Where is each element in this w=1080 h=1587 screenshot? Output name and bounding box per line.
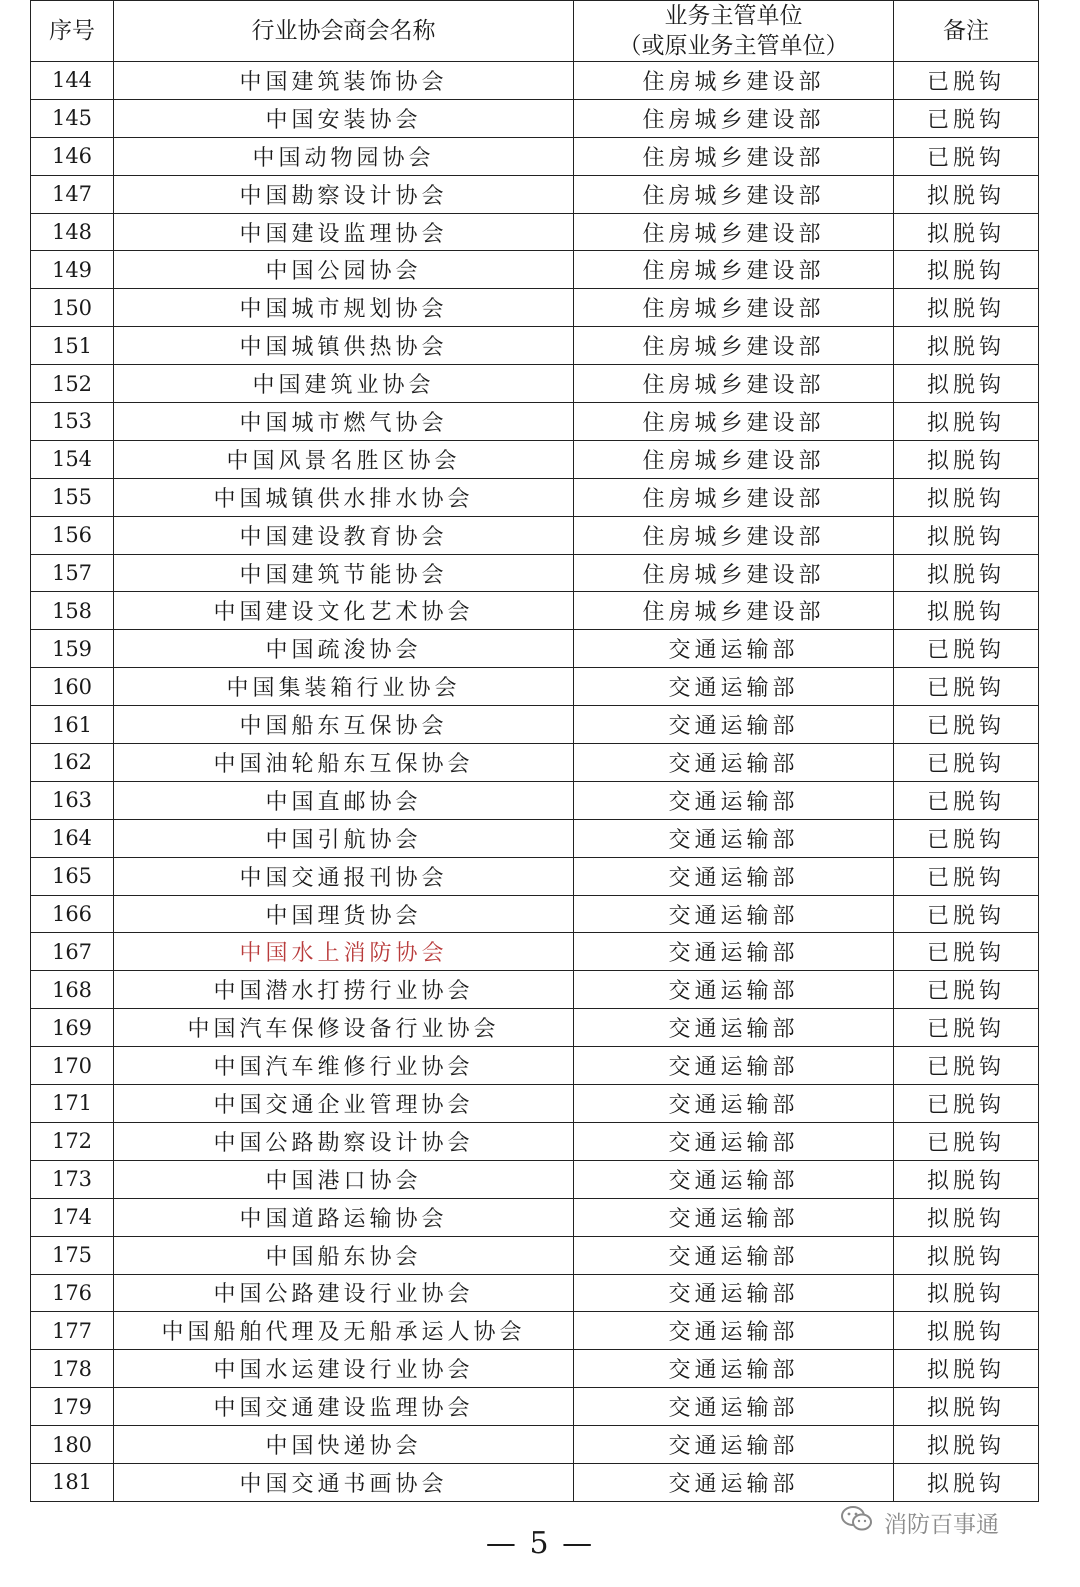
cell-supervising-authority: 住房城乡建设部: [574, 365, 894, 403]
cell-association-name: 中国城镇供热协会: [114, 327, 574, 365]
table-row: [31, 1160, 1039, 1198]
cell-serial-number: 147: [31, 175, 114, 213]
table-header-row: [31, 1, 1039, 62]
cell-remarks: 已脱钩: [894, 668, 1039, 706]
cell-association-name: 中国城镇供水排水协会: [114, 478, 574, 516]
cell-serial-number: 151: [31, 327, 114, 365]
table-row: [31, 781, 1039, 819]
cell-supervising-authority: 住房城乡建设部: [574, 137, 894, 175]
cell-supervising-authority: 住房城乡建设部: [574, 592, 894, 630]
cell-serial-number: 173: [31, 1160, 114, 1198]
cell-association-name: 中国油轮船东互保协会: [114, 744, 574, 782]
table-row: [31, 251, 1039, 289]
cell-serial-number: 178: [31, 1350, 114, 1388]
wechat-icon: [840, 1505, 884, 1539]
cell-remarks: 已脱钩: [894, 971, 1039, 1009]
cell-supervising-authority: 住房城乡建设部: [574, 327, 894, 365]
cell-serial-number: 164: [31, 819, 114, 857]
cell-serial-number: 156: [31, 516, 114, 554]
cell-association-name: 中国船东协会: [114, 1236, 574, 1274]
cell-remarks: 已脱钩: [894, 1085, 1039, 1123]
cell-association-name: 中国船舶代理及无船承运人协会: [114, 1312, 574, 1350]
cell-serial-number: 172: [31, 1122, 114, 1160]
cell-serial-number: 149: [31, 251, 114, 289]
cell-association-name: 中国汽车保修设备行业协会: [114, 1009, 574, 1047]
table-row: [31, 1198, 1039, 1236]
table-row: [31, 706, 1039, 744]
cell-serial-number: 167: [31, 933, 114, 971]
cell-remarks: 拟脱钩: [894, 478, 1039, 516]
table-row: [31, 1009, 1039, 1047]
cell-remarks: 已脱钩: [894, 1122, 1039, 1160]
cell-association-name: 中国交通报刊协会: [114, 857, 574, 895]
table-row: [31, 440, 1039, 478]
cell-supervising-authority: 交通运输部: [574, 933, 894, 971]
cell-association-name: 中国建筑节能协会: [114, 554, 574, 592]
cell-remarks: 拟脱钩: [894, 592, 1039, 630]
cell-association-name: 中国城市规划协会: [114, 289, 574, 327]
cell-serial-number: 163: [31, 781, 114, 819]
table-row: [31, 289, 1039, 327]
cell-association-name: 中国建筑业协会: [114, 365, 574, 403]
table-row: [31, 554, 1039, 592]
cell-association-name: 中国疏浚协会: [114, 630, 574, 668]
cell-association-name: 中国汽车维修行业协会: [114, 1047, 574, 1085]
cell-association-name: 中国勘察设计协会: [114, 175, 574, 213]
cell-serial-number: 157: [31, 554, 114, 592]
cell-remarks: 拟脱钩: [894, 554, 1039, 592]
cell-association-name: 中国公路勘察设计协会: [114, 1122, 574, 1160]
association-table: [30, 0, 1039, 1502]
cell-supervising-authority: 住房城乡建设部: [574, 175, 894, 213]
cell-supervising-authority: 住房城乡建设部: [574, 99, 894, 137]
cell-supervising-authority: 住房城乡建设部: [574, 516, 894, 554]
cell-serial-number: 153: [31, 403, 114, 441]
cell-remarks: 拟脱钩: [894, 1388, 1039, 1426]
header-association-name: 行业协会商会名称: [114, 1, 574, 62]
cell-association-name: 中国安装协会: [114, 99, 574, 137]
cell-supervising-authority: 交通运输部: [574, 1122, 894, 1160]
cell-remarks: 已脱钩: [894, 933, 1039, 971]
table-row: [31, 630, 1039, 668]
table-row: [31, 175, 1039, 213]
table-row: [31, 1350, 1039, 1388]
cell-association-name: 中国动物园协会: [114, 137, 574, 175]
cell-supervising-authority: 交通运输部: [574, 1236, 894, 1274]
cell-remarks: 拟脱钩: [894, 175, 1039, 213]
cell-serial-number: 180: [31, 1426, 114, 1464]
cell-serial-number: 181: [31, 1463, 114, 1501]
cell-remarks: 拟脱钩: [894, 365, 1039, 403]
table-row: [31, 895, 1039, 933]
table-row: [31, 478, 1039, 516]
cell-supervising-authority: 交通运输部: [574, 1085, 894, 1123]
cell-remarks: 已脱钩: [894, 781, 1039, 819]
table-row: [31, 99, 1039, 137]
cell-serial-number: 177: [31, 1312, 114, 1350]
table-row: [31, 1047, 1039, 1085]
cell-remarks: 拟脱钩: [894, 1236, 1039, 1274]
cell-remarks: 拟脱钩: [894, 327, 1039, 365]
cell-association-name: 中国集装箱行业协会: [114, 668, 574, 706]
cell-association-name: 中国港口协会: [114, 1160, 574, 1198]
header-supervising-authority: [574, 1, 894, 62]
cell-serial-number: 168: [31, 971, 114, 1009]
cell-remarks: 拟脱钩: [894, 1463, 1039, 1501]
cell-association-name: 中国公园协会: [114, 251, 574, 289]
cell-supervising-authority: 交通运输部: [574, 971, 894, 1009]
cell-remarks: 拟脱钩: [894, 1274, 1039, 1312]
cell-serial-number: 152: [31, 365, 114, 403]
header-serial-number: 序号: [31, 1, 114, 62]
cell-supervising-authority: 住房城乡建设部: [574, 213, 894, 251]
cell-serial-number: 174: [31, 1198, 114, 1236]
table-row: [31, 592, 1039, 630]
cell-association-name: 中国建设监理协会: [114, 213, 574, 251]
cell-supervising-authority: 交通运输部: [574, 819, 894, 857]
table-row: [31, 137, 1039, 175]
table-row: [31, 1426, 1039, 1464]
cell-remarks: 拟脱钩: [894, 251, 1039, 289]
cell-supervising-authority: 交通运输部: [574, 781, 894, 819]
cell-association-name: 中国城市燃气协会: [114, 403, 574, 441]
cell-remarks: 拟脱钩: [894, 289, 1039, 327]
cell-remarks: 拟脱钩: [894, 1198, 1039, 1236]
cell-association-name: 中国理货协会: [114, 895, 574, 933]
table-row: [31, 365, 1039, 403]
cell-supervising-authority: 交通运输部: [574, 706, 894, 744]
table-row: [31, 1085, 1039, 1123]
cell-serial-number: 176: [31, 1274, 114, 1312]
cell-supervising-authority: 交通运输部: [574, 744, 894, 782]
cell-serial-number: 165: [31, 857, 114, 895]
cell-supervising-authority: 住房城乡建设部: [574, 62, 894, 100]
cell-remarks: 已脱钩: [894, 630, 1039, 668]
cell-serial-number: 179: [31, 1388, 114, 1426]
cell-supervising-authority: 住房城乡建设部: [574, 251, 894, 289]
cell-association-name: 中国引航协会: [114, 819, 574, 857]
table-row: [31, 933, 1039, 971]
cell-serial-number: 154: [31, 440, 114, 478]
table-row: [31, 744, 1039, 782]
cell-association-name: 中国交通建设监理协会: [114, 1388, 574, 1426]
table-row: [31, 516, 1039, 554]
cell-supervising-authority: 交通运输部: [574, 668, 894, 706]
cell-supervising-authority: 交通运输部: [574, 1312, 894, 1350]
page-number: — 5 —: [485, 1526, 595, 1561]
cell-association-name: 中国水上消防协会: [114, 933, 574, 971]
header-authority-line2: （或原业务主管单位）: [618, 33, 849, 59]
cell-supervising-authority: 交通运输部: [574, 1350, 894, 1388]
cell-serial-number: 160: [31, 668, 114, 706]
table-row: [31, 1122, 1039, 1160]
cell-association-name: 中国船东互保协会: [114, 706, 574, 744]
table-row: [31, 403, 1039, 441]
cell-association-name: 中国建设教育协会: [114, 516, 574, 554]
cell-association-name: 中国道路运输协会: [114, 1198, 574, 1236]
table-row: [31, 1463, 1039, 1501]
cell-remarks: 已脱钩: [894, 1047, 1039, 1085]
table-row: [31, 327, 1039, 365]
header-remarks: 备注: [894, 1, 1039, 62]
cell-serial-number: 171: [31, 1085, 114, 1123]
cell-association-name: 中国建设文化艺术协会: [114, 592, 574, 630]
header-authority-line1: 业务主管单位: [664, 3, 803, 29]
table-row: [31, 62, 1039, 100]
cell-supervising-authority: 交通运输部: [574, 895, 894, 933]
cell-serial-number: 166: [31, 895, 114, 933]
table-row: [31, 1312, 1039, 1350]
cell-supervising-authority: 交通运输部: [574, 1274, 894, 1312]
cell-serial-number: 169: [31, 1009, 114, 1047]
cell-supervising-authority: 交通运输部: [574, 1463, 894, 1501]
cell-remarks: 已脱钩: [894, 895, 1039, 933]
cell-serial-number: 159: [31, 630, 114, 668]
cell-association-name: 中国水运建设行业协会: [114, 1350, 574, 1388]
cell-remarks: 已脱钩: [894, 857, 1039, 895]
cell-association-name: 中国潜水打捞行业协会: [114, 971, 574, 1009]
cell-supervising-authority: 交通运输部: [574, 1388, 894, 1426]
cell-supervising-authority: 住房城乡建设部: [574, 478, 894, 516]
cell-association-name: 中国交通书画协会: [114, 1463, 574, 1501]
cell-remarks: 已脱钩: [894, 706, 1039, 744]
cell-remarks: 拟脱钩: [894, 1426, 1039, 1464]
watermark: [840, 1502, 1070, 1542]
table-row: [31, 857, 1039, 895]
cell-remarks: 拟脱钩: [894, 403, 1039, 441]
cell-remarks: 已脱钩: [894, 1009, 1039, 1047]
cell-remarks: 已脱钩: [894, 137, 1039, 175]
cell-serial-number: 146: [31, 137, 114, 175]
cell-association-name: 中国直邮协会: [114, 781, 574, 819]
cell-supervising-authority: 交通运输部: [574, 857, 894, 895]
table-row: [31, 971, 1039, 1009]
cell-supervising-authority: 交通运输部: [574, 630, 894, 668]
cell-remarks: 拟脱钩: [894, 1312, 1039, 1350]
cell-supervising-authority: 住房城乡建设部: [574, 440, 894, 478]
cell-serial-number: 155: [31, 478, 114, 516]
cell-supervising-authority: 交通运输部: [574, 1426, 894, 1464]
cell-remarks: 拟脱钩: [894, 1350, 1039, 1388]
cell-remarks: 拟脱钩: [894, 516, 1039, 554]
table-row: [31, 668, 1039, 706]
cell-remarks: 已脱钩: [894, 62, 1039, 100]
cell-remarks: 已脱钩: [894, 99, 1039, 137]
cell-association-name: 中国风景名胜区协会: [114, 440, 574, 478]
cell-serial-number: 162: [31, 744, 114, 782]
cell-association-name: 中国快递协会: [114, 1426, 574, 1464]
cell-supervising-authority: 住房城乡建设部: [574, 554, 894, 592]
table-row: [31, 1274, 1039, 1312]
cell-remarks: 已脱钩: [894, 819, 1039, 857]
cell-serial-number: 170: [31, 1047, 114, 1085]
cell-serial-number: 158: [31, 592, 114, 630]
cell-serial-number: 150: [31, 289, 114, 327]
table-row: [31, 213, 1039, 251]
cell-supervising-authority: 交通运输部: [574, 1160, 894, 1198]
cell-serial-number: 161: [31, 706, 114, 744]
cell-remarks: 拟脱钩: [894, 440, 1039, 478]
cell-remarks: 拟脱钩: [894, 1160, 1039, 1198]
cell-supervising-authority: 交通运输部: [574, 1198, 894, 1236]
cell-supervising-authority: 住房城乡建设部: [574, 289, 894, 327]
cell-remarks: 已脱钩: [894, 744, 1039, 782]
table-row: [31, 1388, 1039, 1426]
table-body: [31, 62, 1039, 1502]
cell-serial-number: 145: [31, 99, 114, 137]
watermark-text: 消防百事通: [884, 1511, 999, 1538]
cell-association-name: 中国交通企业管理协会: [114, 1085, 574, 1123]
cell-remarks: 拟脱钩: [894, 213, 1039, 251]
cell-serial-number: 175: [31, 1236, 114, 1274]
cell-supervising-authority: 住房城乡建设部: [574, 403, 894, 441]
cell-supervising-authority: 交通运输部: [574, 1009, 894, 1047]
cell-association-name: 中国建筑装饰协会: [114, 62, 574, 100]
cell-serial-number: 144: [31, 62, 114, 100]
cell-serial-number: 148: [31, 213, 114, 251]
table-row: [31, 1236, 1039, 1274]
cell-association-name: 中国公路建设行业协会: [114, 1274, 574, 1312]
table-row: [31, 819, 1039, 857]
cell-supervising-authority: 交通运输部: [574, 1047, 894, 1085]
